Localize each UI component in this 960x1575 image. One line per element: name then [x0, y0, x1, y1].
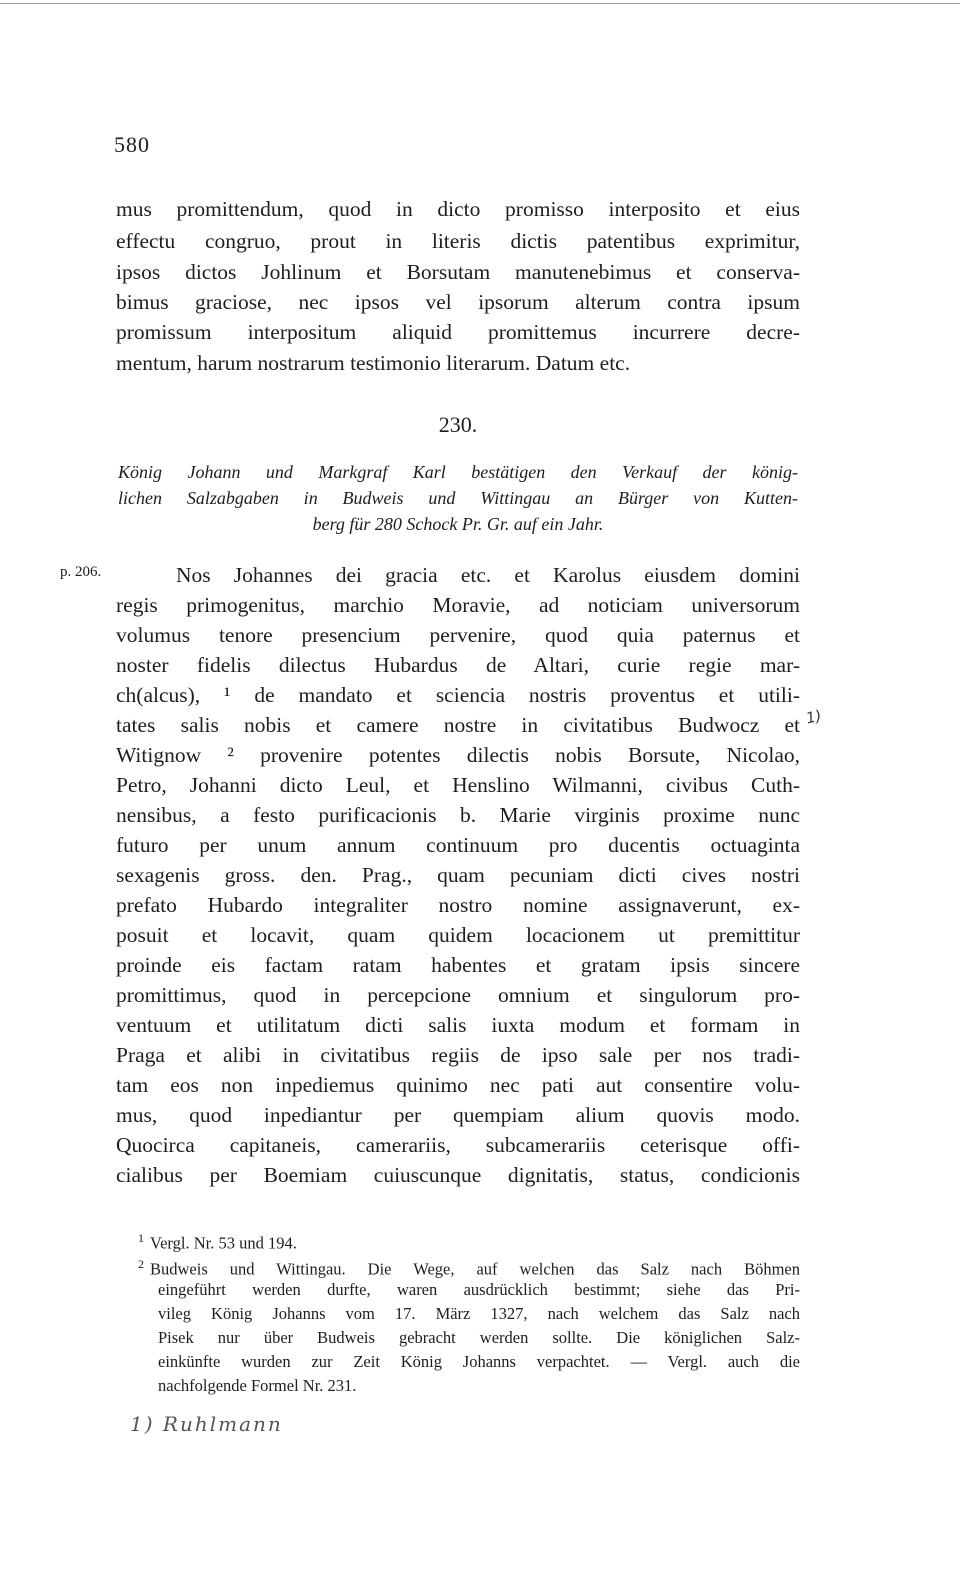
text-line: posuit et locavit, quam quidem locacionem ut premittitur: [116, 923, 800, 947]
footnote-text-line: nachfolgende Formel Nr. 231.: [158, 1376, 357, 1395]
handwritten-margin-note: 1): [804, 706, 824, 728]
footnote-text-line: vileg König Johanns vom 17. März 1327, nach welchem das Salz nach: [158, 1304, 800, 1323]
text-line: bimus graciose, nec ipsos vel ipsorum alterum contra ipsum: [116, 290, 800, 314]
page-number: 580: [114, 132, 150, 157]
text-line: cialibus per Boemiam cuiuscunque dignitatis, status, condicionis: [116, 1163, 800, 1187]
text-line: proinde eis factam ratam habentes et gratam ipsis sincere: [116, 953, 800, 977]
footnote-text-line: eingeführt werden durfte, waren ausdrücklich bestimmt; siehe das Pri-: [158, 1280, 800, 1299]
margin-page-reference: p. 206.: [60, 564, 102, 580]
text-line: ipsos dictos Johlinum et Borsutam manutenebimus et conserva-: [116, 260, 800, 284]
text-line: mentum, harum nostrarum testimonio literarum. Datum etc.: [116, 351, 631, 375]
text-line: Nos Johannes dei gracia etc. et Karolus eiusdem domini: [176, 563, 800, 587]
text-line: Quocirca capitaneis, camerariis, subcamerariis ceterisque offi-: [116, 1133, 800, 1157]
footnote-marker: 1: [138, 1231, 144, 1245]
section-number: 230.: [438, 412, 478, 437]
footnote-2: [138, 1252, 800, 1279]
heading-line: lichen Salzabgaben in Budweis und Wittingau an Bürger von Kutten-: [118, 488, 798, 508]
text-line: ch(alcus), ¹ de mandato et sciencia nostris proventus et utili-: [116, 683, 800, 707]
text-line: tates salis nobis et camere nostre in civitatibus Budwocz et: [116, 713, 800, 737]
scan-top-edge: [0, 3, 960, 4]
heading-line: König Johann und Markgraf Karl bestätigen den Verkauf der könig-: [118, 462, 798, 482]
heading-line: berg für 280 Schock Pr. Gr. auf ein Jahr.: [312, 514, 604, 534]
footnote-1: [138, 1226, 800, 1253]
handwritten-footer-note: 1) Ruhlmann: [130, 1412, 283, 1436]
text-line: effectu congruo, prout in literis dictis patentibus exprimitur,: [116, 229, 800, 253]
text-line: mus, quod inpediantur per quempiam alium quovis modo.: [116, 1103, 800, 1127]
footnote-text-line: Pisek nur über Budweis gebracht werden sollte. Die königlichen Salz-: [158, 1328, 800, 1347]
footnote-text: Vergl. Nr. 53 und 194.: [150, 1233, 297, 1253]
text-line: promittimus, quod in percepcione omnium et singulorum pro-: [116, 983, 800, 1007]
text-line: futuro per unum annum continuum pro ducentis octuaginta: [116, 833, 800, 857]
text-line: mus promittendum, quod in dicto promisso interposito et eius: [116, 197, 800, 221]
text-line: regis primogenitus, marchio Moravie, ad noticiam universorum: [116, 593, 800, 617]
text-line: volumus tenore presencium pervenire, quod quia paternus et: [116, 623, 800, 647]
text-line: Witignow ² provenire potentes dilectis nobis Borsute, Nicolao,: [116, 743, 800, 767]
text-line: promissum interpositum aliquid promittemus incurrere decre-: [116, 320, 800, 344]
text-line: prefato Hubardo integraliter nostro nomine assignaverunt, ex-: [116, 893, 800, 917]
footnote-text: Budweis und Wittingau. Die Wege, auf welchen das Salz nach Böhmen: [150, 1259, 800, 1279]
text-line: nensibus, a festo purificacionis b. Marie virginis proxime nunc: [116, 803, 800, 827]
text-line: tam eos non inpediemus quinimo nec pati aut consentire volu-: [116, 1073, 800, 1097]
footnote-text-line: einkünfte wurden zur Zeit König Johanns verpachtet. — Vergl. auch die: [158, 1352, 800, 1371]
text-line: Petro, Johanni dicto Leul, et Henslino Wilmanni, civibus Cuth-: [116, 773, 800, 797]
footnote-marker: 2: [138, 1257, 144, 1271]
text-line: Praga et alibi in civitatibus regiis de ipso sale per nos tradi-: [116, 1043, 800, 1067]
text-line: sexagenis gross. den. Prag., quam pecuniam dicti cives nostri: [116, 863, 800, 887]
text-line: ventuum et utilitatum dicti salis iuxta modum et formam in: [116, 1013, 800, 1037]
text-line: noster fidelis dilectus Hubardus de Altari, curie regie mar-: [116, 653, 800, 677]
